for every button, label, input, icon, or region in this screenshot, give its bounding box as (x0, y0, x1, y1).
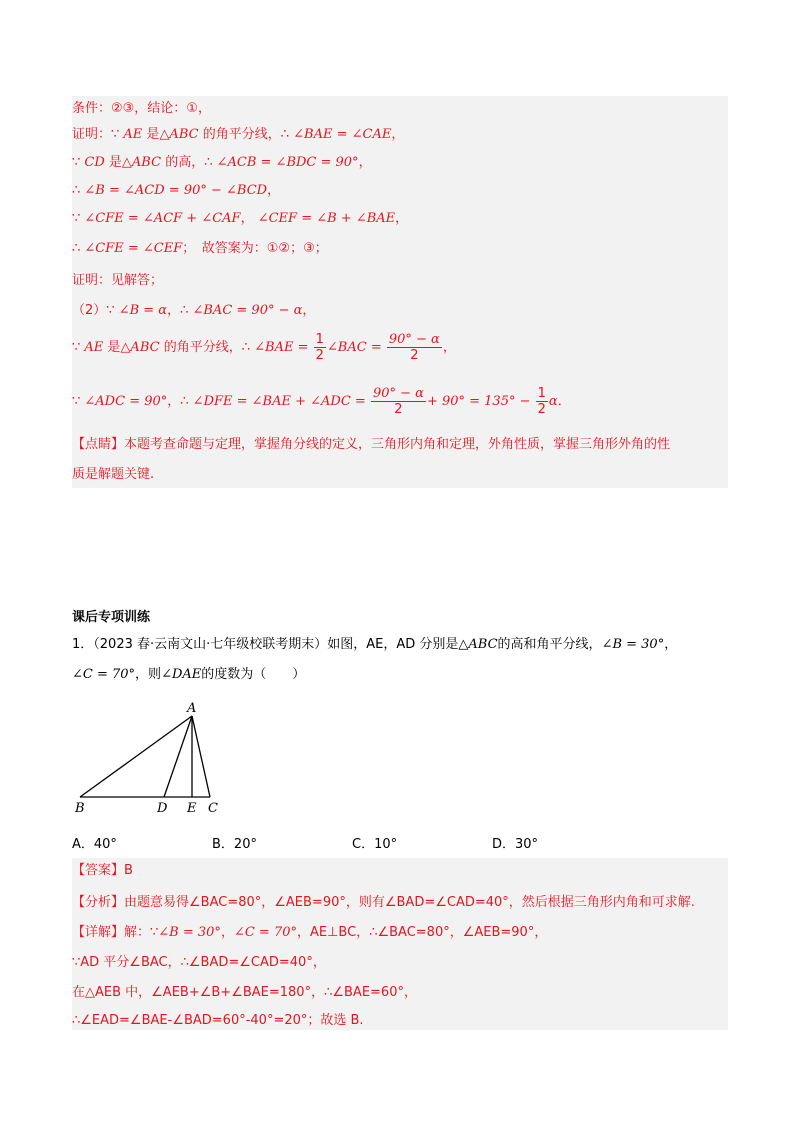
math-expr: △ABC (458, 637, 498, 652)
solution-text: 是 (104, 155, 122, 170)
fraction (387, 332, 442, 363)
section-title: 课后专项训练 (72, 610, 151, 625)
choice-b[interactable]: B．20° (212, 837, 257, 852)
answer-text: 【答案】B (72, 863, 133, 878)
segment-ac (192, 716, 210, 797)
solution-line-10 (72, 386, 571, 417)
triangle-figure (72, 700, 232, 816)
solution-line-7 (72, 272, 163, 290)
fraction-denominator: 2 (315, 348, 324, 363)
solution-line-2 (72, 126, 404, 144)
solution-line-4 (72, 182, 280, 200)
segment-ad (164, 716, 192, 797)
solution-text: 是 (142, 127, 160, 142)
solution-line-12 (72, 466, 154, 484)
solution-text: ， (391, 127, 405, 142)
math-expr: ∠DFE = ∠BAE + ∠ADC = (192, 394, 366, 409)
detail-text: ，AE⊥BC，∴∠BAC=80°，∠AEB=90°， (297, 925, 548, 940)
fraction (371, 386, 426, 417)
question-text: ，则 (135, 667, 162, 682)
solution-text: （2）∵ (72, 303, 119, 318)
choice-d[interactable]: D．30° (492, 837, 539, 852)
label-c: C (208, 801, 218, 816)
solution-text: ． (557, 394, 571, 409)
fraction-denominator: 2 (410, 348, 419, 363)
math-expr: △ABC (120, 340, 160, 355)
math-expr: ∠CFE = ∠CEF (84, 241, 183, 256)
note-text: 质是解题关键. (72, 467, 155, 482)
analysis-text: 【分析】由题意易得∠BAC=80°，∠AEB=90°，则有∠BAD=∠CAD=40°，然后根据三角形内角和可求解. (72, 895, 695, 910)
math-expr: α (548, 394, 558, 409)
note-text: 【点睛】本题考查命题与定理，掌握角分线的定义，三角形内角和定理，外角性质，掌握三角形外角的性 (72, 437, 671, 452)
math-expr: ∠BAE = (254, 340, 309, 355)
detail-line-2 (72, 954, 326, 972)
detail-text: 在△AEB 中，∠AEB+∠B+∠BAE=180°，∴∠BAE=60°， (72, 985, 417, 1000)
solution-text: ， (358, 155, 372, 170)
solution-text: ∵ (72, 394, 85, 409)
fraction-numerator: 1 (537, 386, 546, 401)
fraction (536, 386, 548, 417)
answer-block (72, 858, 728, 1030)
math-expr: △ABC (121, 155, 162, 170)
solution-text: ， (302, 303, 316, 318)
math-expr: ∠ADC = 90° (84, 394, 168, 409)
detail-text: 【详解】解：∵ (72, 925, 159, 940)
detail-text: ∵AD 平分∠BAC，∴∠BAD=∠CAD=40°， (72, 955, 326, 970)
math-expr: CD (84, 155, 105, 170)
detail-text: ， (220, 925, 234, 940)
fraction-denominator: 2 (537, 402, 546, 417)
math-expr: AE (84, 340, 104, 355)
question-text: 的度数为（ ） (201, 667, 306, 682)
fraction (314, 332, 326, 363)
fraction-numerator: 90° − α (388, 332, 440, 347)
math-expr: ∠BAC = 90° − α (192, 303, 303, 318)
detail-text: ∴∠EAD=∠BAE-∠BAD=60°-40°=20°；故选 B. (72, 1013, 364, 1028)
solution-text: ∵ (72, 340, 85, 355)
math-expr: ∠B = α (118, 303, 168, 318)
solution-text: ， (395, 211, 409, 226)
solution-line-9 (72, 332, 456, 363)
math-expr: ∠BAC = (326, 340, 382, 355)
math-expr: △ABC (159, 127, 199, 142)
label-a: A (187, 701, 197, 716)
solution-text: 证明：见解答； (72, 273, 164, 288)
question-text: 的高和角平分线， (497, 637, 602, 652)
analysis-line (72, 894, 695, 912)
math-expr: + 90° = 135° − (426, 394, 531, 409)
solution-text: ，∴ (167, 394, 193, 409)
question-line-1 (72, 636, 677, 654)
fraction-numerator: 1 (315, 332, 324, 347)
solution-text: ； 故答案为：①②；③； (182, 241, 328, 256)
segment-ab (80, 716, 192, 797)
math-expr: ∠B = 30° (158, 925, 221, 940)
fraction-numerator: 90° − α (372, 386, 424, 401)
solution-text: 的角平分线，∴ (159, 340, 255, 355)
math-expr: ∠B = ∠ACD = 90° − ∠BCD (84, 183, 268, 198)
math-expr: AE (123, 127, 143, 142)
question-line-2 (72, 666, 305, 684)
question-text: ， (664, 637, 678, 652)
label-e: E (187, 801, 197, 816)
solution-line-6 (72, 240, 328, 258)
solution-block (72, 96, 728, 488)
solution-text: ∴ (72, 183, 85, 198)
detail-line-1 (72, 924, 547, 942)
math-expr: ∠DAE (161, 667, 202, 682)
solution-text: 的角平分线，∴ (198, 127, 294, 142)
solution-text: ∵ (72, 211, 85, 226)
solution-text: 是 (103, 340, 121, 355)
math-expr: ∠CFE = ∠ACF + ∠CAF (84, 211, 241, 226)
math-expr: ∠CEF = ∠B + ∠BAE (257, 211, 396, 226)
solution-text: ， (267, 183, 281, 198)
solution-text: ∴ (72, 241, 85, 256)
solution-line-11 (72, 436, 670, 454)
solution-text: 证明：∵ (72, 127, 124, 142)
question-text: 1．（2023 春·云南文山·七年级校联考期末）如图，AE，AD 分别是 (72, 637, 459, 652)
fraction-denominator: 2 (394, 402, 403, 417)
label-d: D (157, 801, 168, 816)
answer-line (72, 862, 133, 880)
solution-text: 的高，∴ (161, 155, 217, 170)
solution-text: ， (240, 211, 258, 226)
solution-text: ，∴ (167, 303, 193, 318)
solution-line-8 (72, 302, 315, 320)
math-expr: ∠C = 70° (233, 925, 297, 940)
choice-c[interactable]: C．10° (352, 837, 398, 852)
detail-line-3 (72, 984, 417, 1002)
solution-text: ∵ (72, 155, 85, 170)
label-b: B (75, 801, 85, 816)
detail-line-4 (72, 1012, 364, 1030)
solution-line-1 (72, 100, 211, 118)
solution-line-3 (72, 154, 372, 172)
solution-text: ， (442, 340, 456, 355)
math-expr: ∠C = 70° (72, 667, 136, 682)
math-expr: ∠B = 30° (601, 637, 665, 652)
solution-text: 条件：②③，结论：①， (72, 101, 211, 116)
math-expr: ∠BAE = ∠CAE (293, 127, 392, 142)
math-expr: ∠ACB = ∠BDC = 90° (216, 155, 359, 170)
choice-a[interactable]: A．40° (72, 837, 117, 852)
solution-line-5 (72, 210, 408, 228)
